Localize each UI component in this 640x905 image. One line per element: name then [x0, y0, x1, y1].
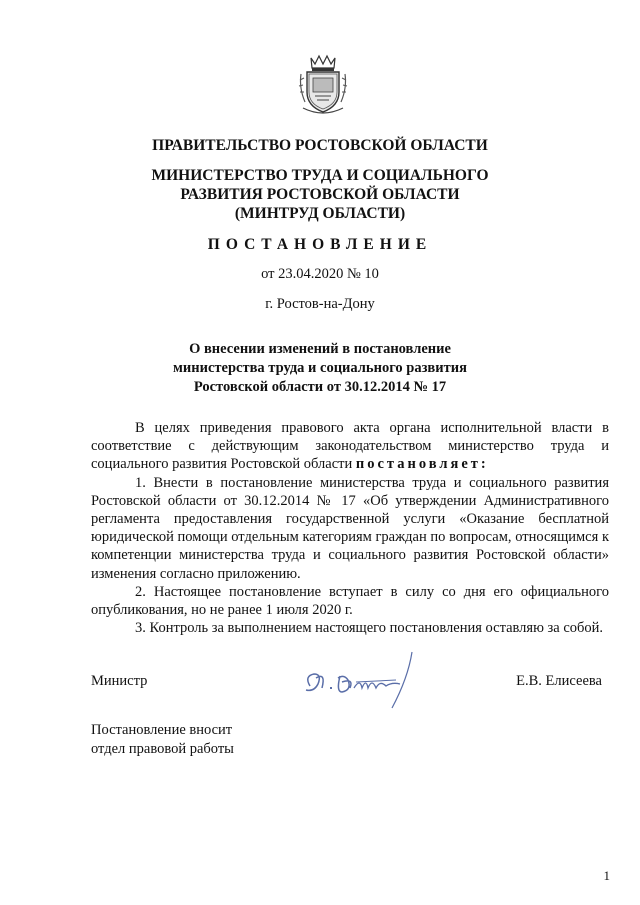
intro-paragraph	[91, 419, 609, 474]
government-title: ПРАВИТЕЛЬСТВО РОСТОВСКОЙ ОБЛАСТИ	[152, 137, 488, 154]
document-city: г. Ростов-на-Дону	[265, 296, 375, 312]
item-1: 1. Внести в постановление министерства труда и социального развития Ростовской области от 30.12.2014 № 17 «Об утверждении Административного регламента предоставления государственной услуги «Оказание бесплатной юридической помощи отдельным категориям граждан по вопросам, относящимся к компетенции министерства труда и социального развития Ростовской области» изменения согласно приложению.	[91, 474, 609, 582]
item-2: 2. Настоящее постановление вступает в силу со дня его официального опубликования, но не ранее 1 июля 2020 г.	[91, 583, 609, 619]
signatory-position: Министр	[91, 673, 148, 689]
ministry-title	[0, 166, 640, 223]
document-body	[91, 419, 609, 637]
intro-text: В целях приведения правового акта органа исполнительной власти в соответствие с действующим законодательством министерство труда и социального развития Ростовской области	[91, 420, 609, 473]
ministry-line: (МИНТРУД ОБЛАСТИ)	[234, 205, 406, 222]
subject-line: Ростовской области от 30.12.2014 № 17	[193, 379, 447, 395]
subject-line: О внесении изменений в постановление	[189, 341, 451, 357]
document-subject	[0, 340, 640, 397]
ministry-line: МИНИСТЕРСТВО ТРУДА И СОЦИАЛЬНОГО	[151, 167, 489, 184]
coat-of-arms-icon	[297, 52, 349, 118]
item-3: 3. Контроль за выполнением настоящего постановления оставляю за собой.	[135, 620, 604, 637]
submitter-note	[91, 721, 234, 759]
note-line: отдел правовой работы	[91, 741, 234, 757]
note-line: Постановление вносит	[91, 722, 233, 738]
signatory-name: Е.В. Елисеева	[516, 673, 602, 689]
handwritten-signature	[296, 648, 426, 716]
ministry-line: РАЗВИТИЯ РОСТОВСКОЙ ОБЛАСТИ	[180, 186, 460, 203]
decree-word: постановляет:	[355, 456, 489, 473]
document-type: ПОСТАНОВЛЕНИЕ	[207, 236, 433, 253]
document-date-number: от 23.04.2020 № 10	[261, 266, 379, 282]
page-number: 1	[603, 868, 610, 883]
subject-line: министерства труда и социального развития	[173, 360, 467, 376]
